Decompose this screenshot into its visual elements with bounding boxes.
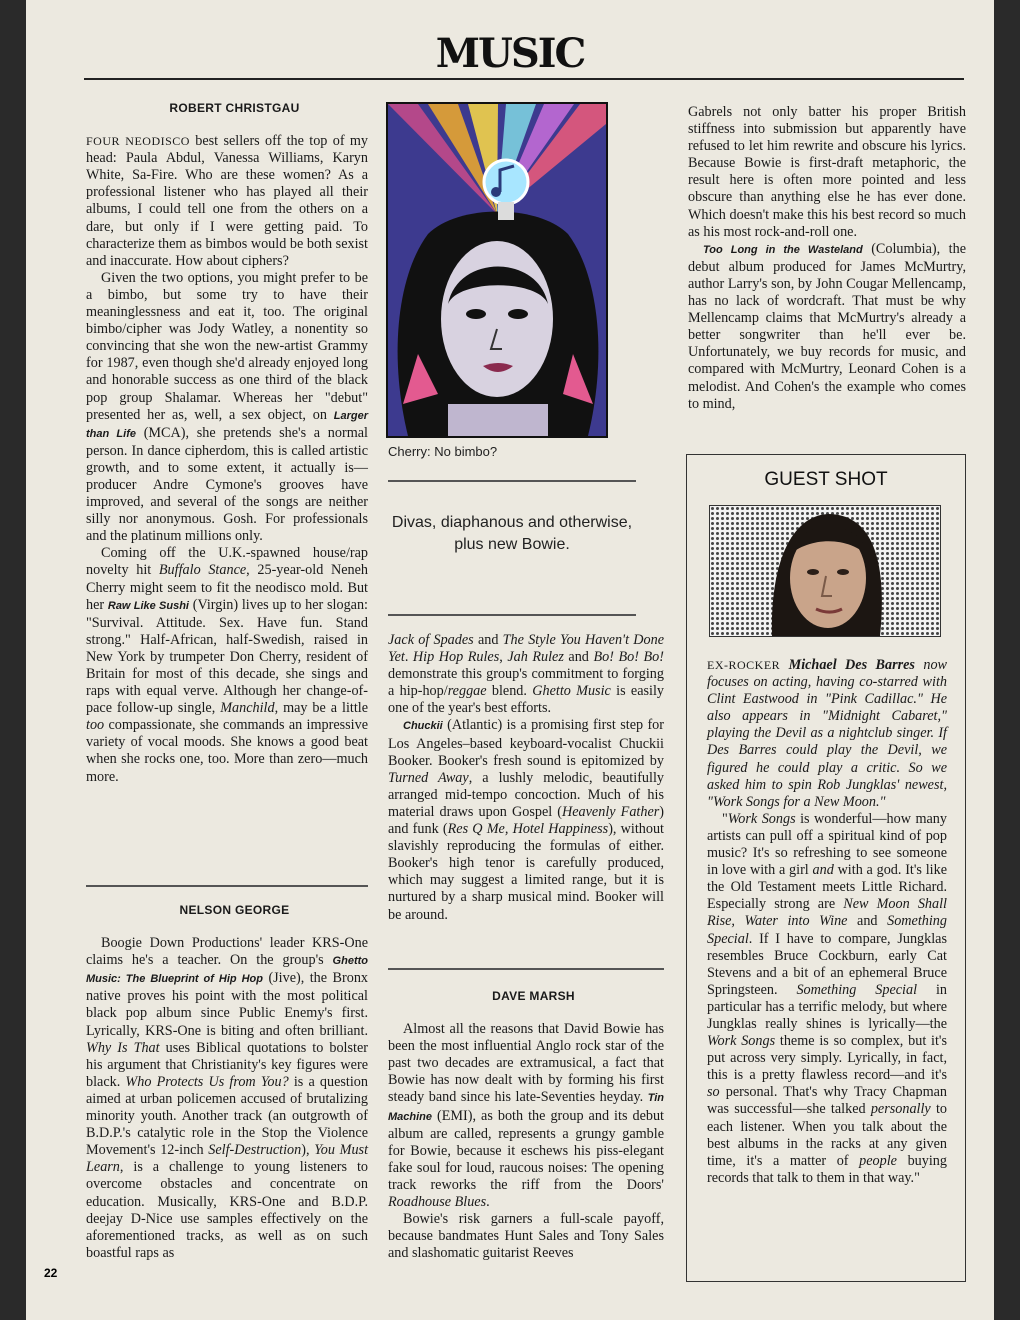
michael-des-barres-photo — [709, 505, 941, 637]
column-1 — [86, 100, 368, 786]
album-title: Ghetto Music: The Blueprint of Hip Hop — [86, 955, 368, 986]
review-paragraph: Gabrels not only batter his proper British stiffness into submission but apparently have refused to let him rewrite and obscure his lyrics. Because Bowie is first-draft metaphoric, the result here is often more pointed and less obscure than anything else he has ever done. Which doesn't make this his best record so much as his most rock-and-roll one. — [688, 104, 966, 240]
review-paragraph: Too Long in the Wasteland (Columbia), the debut album produced for James McMurtry, author Larry's son, by John Cougar Mellencamp, has no lack of wordcraft. That must be why Mellencamp claims that McMurtry's already a better songwriter than he'll ever be. Unfortunately, we buy records for music, and compared with McMurtry, Leonard Cohen is a melodist. And Cohen's the example who comes to mind, — [688, 240, 966, 412]
review-paragraph: Boogie Down Productions' leader KRS-One claims he's a teacher. On the group's Ghetto Music: The Blueprint of Hip Hop (Jive), the Bronx native proves his point with the most political black pop album since Public Enemy's first. Lyrically, KRS-One is biting and often brilliant. Why Is That uses Biblical quotations to bolster his argument that Christianity's key figures were black. Who Protects Us from You? is a question aimed at urban policemen accused of brutalizing minority youth. Another track (an outgrowth of B.D.P.'s catalytic role in the Stop the Violence Movement's 12-inch Self-Destruction), You Must Learn, is a challenge to young listeners to overcome obstacles and concentrate on education. Musically, KRS-One and B.D.P. deejay D-Nice use samples effectively on the aforementioned tracks, as well as on such boastful raps as — [86, 935, 369, 1261]
guest-intro: EX-ROCKER Michael Des Barres now focuses on acting, having co-starred with Clint Eastwood in "Pink Cadillac." He also appears in "Midnight Cabaret," playing the Devil as a nightclub singer. If Des Barres could play the Devil, we figured he could play a critic. So we asked him to spin Rob Jungklas' newest, "Work Songs for a New Moon." — [707, 657, 948, 810]
guest-shot-box — [686, 454, 966, 1282]
title-rule — [84, 78, 964, 80]
review-paragraph: Jack of Spades and The Style You Haven't Done Yet. Hip Hop Rules, Jah Rulez and Bo! Bo! Bo! demonstrate this group's commitment to forging a hip-hop/reggae blend. Ghetto Music is easily one of the year's best efforts. — [388, 632, 664, 717]
deck-top-rule — [388, 480, 636, 482]
column-2-lower — [388, 988, 664, 1262]
album-title: Too Long in the Wasteland — [703, 243, 863, 256]
review-paragraph: Chuckii (Atlantic) is a promising first step for Los Angeles–based keyboard-vocalist Chuckii Booker. Booker's fresh sound is epitomized by Turned Away, a lushly melodic, beautifully arranged mid-tempo concoction. Much of his material draws upon Gospel (Heavenly Father) and funk (Res Q Me, Hotel Happiness), without slavishly reproducing the formulas of either. Booker's high tenor is carefully produced, which may suggest a limited range, but it is nurtured by a sharp musical mind. Booker will be around. — [388, 717, 665, 923]
column-2-divider — [388, 968, 664, 970]
guest-shot-text — [707, 657, 947, 1187]
guest-shot-heading: GUEST SHOT — [764, 469, 888, 490]
review-paragraph: Bowie's risk garners a full-scale payoff, because bandmates Hunt Sales and Tony Sales and slashomatic guitarist Reeves — [388, 1211, 664, 1262]
column-1-divider — [86, 885, 368, 887]
album-title: Raw Like Sushi — [107, 599, 189, 612]
illustration-caption: Cherry: No bimbo? — [388, 444, 498, 459]
cherry-portrait-illustration — [386, 102, 608, 438]
portrait-icon — [388, 104, 606, 436]
review-paragraph: Almost all the reasons that David Bowie has been the most influential Anglo rock star of the past two decades are extramusical, a fact that Bowie has now dealt with by forming his first steady band since his late-Seventies heyday. Tin Machine (EMI), as both the group and its debut album are called, represents a grungy gamble for Bowie, because it eschews his piss-elegant fake soul for loud, raucous noises: The opening track reworks the riff from the Doors' Roadhouse Blues. — [388, 1021, 664, 1211]
review-paragraph: FOUR NEODISCO best sellers off the top of my head: Paula Abdul, Vanessa Williams, Karyn White, Sa-Fire. Who are these women? As a professional listener who has played all their albums, I could tell one from the others on a dare, but only if I were getting paid. To characterize them as bimbos would be both sexist and inaccurate. How about ciphers? — [86, 133, 368, 269]
byline-george: NELSON GEORGE — [179, 903, 290, 917]
column-1-lower — [86, 902, 368, 1262]
review-paragraph: Coming off the U.K.-spawned house/rap novelty hit Buffalo Stance, 25-year-old Neneh Cherry might seem to fit the neodisco mold. But her Raw Like Sushi (Virgin) lives up to her slogan: "Survival. Attitude. Sex. Have fun. Stand strong." Half-African, half-Swedish, raised in New York by trumpeter Don Cherry, resident of Britain for most of this decade, she sings and raps with equal verve. Although her change-of-pace follow-up single, Manchild, may be a little too compassionate, she commands an impressive variety of vocal moods. She knows a good beat when she rocks one, too. More than zero—much more. — [86, 545, 369, 785]
review-paragraph: Given the two options, you might prefer to be a bimbo, but some try to have their meaninglessness and eat it, too. The original bimbo/cipher was Jody Watley, a nonentity so convincing that she won the new-artist Grammy for 1987, even though she'd already enjoyed long and honorable success as one third of the black pop group Shalamar. Whereas her "debut" presented her as, well, a sex object, on Larger than Life (MCA), she pretends she's a normal person. In dance cipherdom, this is called artistic growth, and to some extent, it actually is—producer Andre Cymone's grooves have improved, and several of the songs are neither silly nor anonymous. Gosh. For professionals and the platinum millions only. — [86, 269, 368, 545]
article-deck: Divas, diaphanous and otherwise, plus new Bowie. — [391, 514, 633, 553]
guest-review: "Work Songs is wonderful—how many artists can pull off a spiritual kind of pop music? It's so refreshing to see someone in love with a girl and with a god. It's like the Old Testament meets Little Richard. Especially strong are New Moon Shall Rise, Water into Wine and Something Special. If I have to compare, Jungklas resembles Bruce Cockburn, early Cat Stevens and a bit of an ephemeral Bruce Springsteen. Something Special in particular has a terrific melody, but where Jungklas really shines is lyrically—the Work Songs theme is so complex, but it's put across very simply. Lyrically, in fact, this is a pretty flawless record—and it's so personal. That's why Tracy Chapman was successful—she talked personally to each listener. When you talk about the best albums in the racks at any given time, it's a matter of people buying records that talk to them in that way." — [707, 810, 948, 1186]
section-title: MUSIC — [435, 30, 585, 77]
byline-marsh: DAVE MARSH — [492, 989, 575, 1003]
column-3 — [688, 104, 966, 413]
page-number: 22 — [44, 1266, 58, 1280]
album-title: Chuckii — [403, 720, 443, 733]
album-title: Larger than Life — [86, 409, 368, 440]
deck-bottom-rule — [388, 614, 636, 616]
magazine-page — [26, 0, 994, 1320]
column-2 — [388, 632, 664, 924]
album-title: Tin Machine — [388, 1092, 664, 1123]
headshot-icon — [710, 506, 940, 636]
byline-christgau: ROBERT CHRISTGAU — [169, 101, 300, 115]
